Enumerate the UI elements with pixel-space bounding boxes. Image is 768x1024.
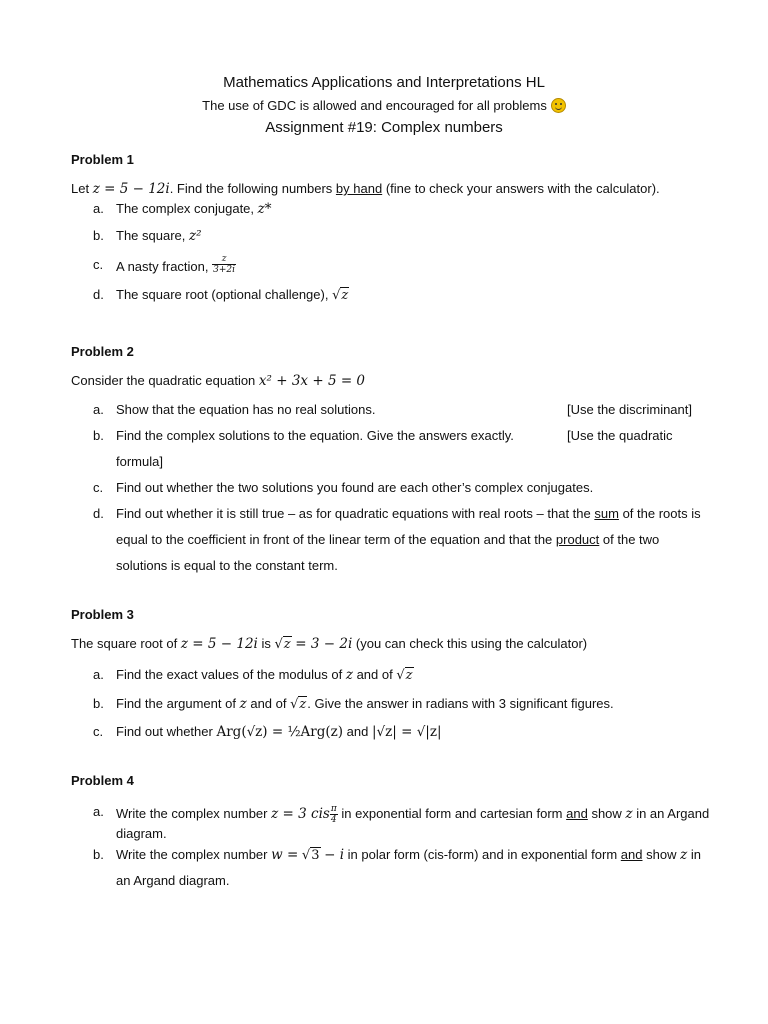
smiley-face-icon — [551, 98, 566, 113]
item-text: and of — [356, 667, 393, 682]
sqrt-z: √z — [396, 668, 413, 683]
underlined-sum: sum — [594, 506, 619, 521]
item-text: Find out whether the two solutions you found are each other’s complex conjugates. — [116, 480, 594, 495]
item-text: show — [591, 805, 622, 821]
problem-4-heading: Problem 4 — [71, 773, 134, 788]
item-text: equal to the coefficient in front of the linear term of the equation and that the — [116, 532, 553, 547]
frac-denominator: 4 — [330, 815, 337, 825]
problem-2-item-d-line3: solutions is equal to the constant term. — [116, 558, 338, 573]
intro-text: (you can check this using the calculator) — [355, 636, 588, 651]
item-math: z = 3 cis — [271, 805, 330, 822]
item-math: z² — [189, 228, 202, 244]
document-title: Mathematics Applications and Interpretations HL — [223, 74, 545, 91]
item-label: a. — [93, 201, 104, 216]
item-math: z — [625, 805, 633, 822]
arg-equation: Arg(√z) = ½Arg(z) — [216, 724, 344, 740]
item-label: c. — [93, 480, 104, 495]
item-text: show — [646, 847, 677, 862]
item-label: c. — [93, 724, 104, 739]
intro-text: . Find the following numbers — [169, 181, 333, 196]
frac-numerator: z — [212, 254, 236, 265]
sqrt-inner: z — [341, 288, 349, 303]
item-math: z — [680, 847, 688, 863]
item-math: − i — [324, 847, 345, 863]
hint-quadratic-cont: formula] — [116, 454, 163, 469]
item-text: Find out whether — [116, 724, 213, 739]
item-text: in exponential form and cartesian form — [341, 805, 563, 821]
item-label: a. — [93, 804, 104, 819]
intro-text: is — [261, 636, 271, 651]
item-text: The complex conjugate, — [116, 201, 255, 216]
item-text: Find out whether it is still true – as for quadratic equations with real roots – that the — [116, 506, 591, 521]
item-text: and of — [250, 696, 287, 711]
subtitle-text: The use of GDC is allowed and encouraged for all problems — [202, 98, 547, 113]
underlined-and: and — [620, 847, 643, 862]
intro-text: (fine to check your answers with the calculator). — [385, 181, 660, 196]
problem-1-intro — [71, 181, 660, 197]
item-text: in an Argand — [636, 805, 710, 821]
item-text: in — [690, 847, 701, 862]
item-text: A nasty fraction, — [116, 258, 209, 274]
frac-denominator: 3+2i — [213, 265, 235, 275]
item-text: Find the complex solutions to the equation. Give the answers exactly. — [116, 428, 514, 443]
item-text: of the roots is — [622, 506, 701, 521]
intro-text: The square root of — [71, 636, 178, 651]
item-label: b. — [93, 428, 104, 443]
item-label: b. — [93, 847, 104, 862]
underlined-product: product — [555, 532, 600, 547]
item-label: b. — [93, 696, 104, 711]
intro-math: z = 5 − 12i — [92, 181, 170, 197]
item-label: a. — [93, 402, 104, 417]
item-label: a. — [93, 667, 104, 682]
problem-3-intro — [71, 636, 587, 652]
intro-math: z = 5 − 12i — [180, 636, 258, 652]
problem-2-heading: Problem 2 — [71, 344, 134, 359]
nasty-fraction — [212, 254, 236, 275]
assignment-title: Assignment #19: Complex numbers — [265, 119, 503, 136]
item-text: Show that the equation has no real solutions. — [116, 402, 376, 417]
item-text: Write the complex number — [116, 847, 268, 862]
item-text: in polar form (cis-form) and in exponential form — [347, 847, 618, 862]
problem-2-intro — [71, 373, 365, 389]
intro-math: = 3 − 2i — [295, 636, 353, 652]
hint-discriminant: [Use the discriminant] — [567, 402, 692, 417]
item-text: The square root (optional challenge), — [116, 287, 329, 302]
problem-4-item-b-cont: an Argand diagram. — [116, 873, 230, 888]
item-text: Find the argument of — [116, 696, 236, 711]
problem-4-item-a-cont: diagram. — [116, 826, 167, 841]
sqrt-z: √z — [274, 637, 291, 652]
sqrt-expression: √z — [332, 288, 349, 303]
item-text: of the two — [602, 532, 660, 547]
item-text: Find the exact values of the modulus of — [116, 667, 343, 682]
item-text: The square, — [116, 228, 186, 243]
modulus-equation: |√z| = √|z| — [371, 724, 442, 740]
item-label: d. — [93, 506, 104, 521]
intro-underlined: by hand — [335, 181, 383, 196]
item-label: b. — [93, 228, 104, 243]
intro-text: Let — [71, 181, 90, 196]
item-text: Write the complex number — [116, 805, 268, 821]
intro-text: Consider the quadratic equation — [71, 373, 256, 388]
problem-1-heading: Problem 1 — [71, 152, 134, 167]
document-page: Mathematics Applications and Interpretations HL The use of GDC is allowed and encouraged for all problems Assignment #19: Complex numbers Problem 1 Let z = 5 − 12i. Find the following numbers by hand (fine to check your answers with the calculator). a. The complex conjugate, z* b. The square, z² c. A nasty fraction, $\frac{z}{3+2i}$ d. The square root (optional challenge), √z Problem 2 Consider the quadratic equation x² + 3x + 5 = 0 a. Show that the equation has no real solutions. [Use the discriminant] b. Find the complex solutions to the equation. Give the answers exactly. [Use the quadratic formula] c. Find out whether the two solutions you found are each other’s complex conjugates. d. Find out whether it is still true – as for quadratic equations with real roots – that the sum of the roots is equal to the coefficient in front of the linear term of the equation and that the product of the two solutions is equal to the constant term. Problem 3 The square root of z = 5 − 12i is √z = 3 − 2i (you can check this using the calculator) a. Find the exact values of the modulus of z and of √z b. Find the argument of z and of √z. Give the answer in radians with 3 significant figures. c. Find out whether Arg(√z) = ½Arg(z) and |√z| = √|z| Problem 4 a. Write the complex number z = 3 cis $\frac{\pi}{4}$ in exponential form and cartesian form and show z in an Argand diagram. b. Write the complex number w = √3 − i in polar form (cis-form) and in exponential form and show z in an Argand diagram. — [0, 0, 768, 1024]
sqrt-3: √3 — [301, 848, 320, 863]
document-subtitle — [0, 98, 768, 113]
sqrt-z: √z — [290, 697, 307, 712]
intro-math: x² + 3x + 5 = 0 — [258, 373, 366, 389]
problem-2-item-d-line2 — [116, 532, 659, 547]
item-text: . Give the answer in radians with 3 significant figures. — [307, 696, 614, 711]
item-text: and — [346, 724, 369, 739]
problem-3-heading: Problem 3 — [71, 607, 134, 622]
item-math: z* — [257, 201, 272, 217]
item-label: d. — [93, 287, 104, 302]
hint-quadratic: [Use the quadratic — [567, 428, 673, 443]
sqrt-inner: 3 — [311, 848, 320, 863]
frac-numerator: π — [330, 804, 337, 814]
item-label: c. — [93, 257, 104, 272]
item-math: w = — [271, 847, 299, 863]
underlined-and: and — [566, 805, 588, 821]
pi-over-4-fraction — [330, 804, 338, 825]
